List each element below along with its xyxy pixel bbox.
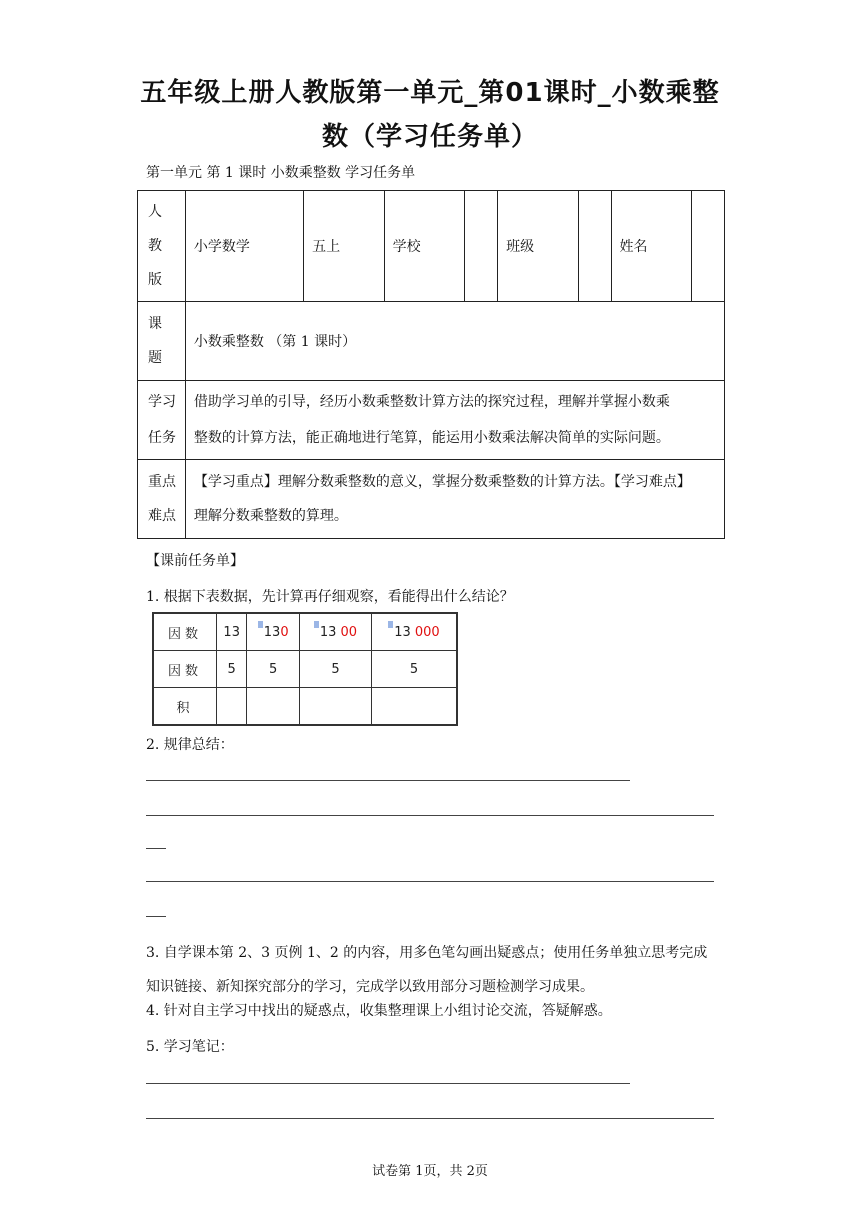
factor2-cell: 5 [217,651,247,688]
focus-label: 重点 难点 [138,460,186,539]
page-footer: 试卷第 1页，共 2页 [372,1164,488,1179]
factor2-cell: 5 [300,651,372,688]
topic-value: 小数乘整数 （第 1 课时） [185,302,724,381]
task-label: 学习 任务 [138,381,186,460]
notes-line [146,1083,630,1084]
factor1-cell: 13 000 [371,613,457,651]
factor2-cell: 5 [371,651,457,688]
row-label-factor1: 因数 [153,613,217,651]
factor2-cell: 5 [247,651,300,688]
factor-table [152,612,458,726]
document-title-line2: 数（学习任务单） [321,122,538,152]
factor1-cell: 13 [217,613,247,651]
class-label: 班级 [498,191,579,302]
answer-line [146,815,714,816]
question-4: 4. 针对自主学习中找出的疑惑点，收集整理课上小组讨论交流，答疑解惑。 [146,1003,612,1019]
notes-line [146,1118,714,1119]
name-label: 姓名 [611,191,692,302]
row-label-factor2: 因数 [153,651,217,688]
school-value [465,191,498,302]
task-value: 借助学习单的引导，经历小数乘整数计算方法的探究过程，理解并掌握小数乘 整数的计算方法，能正确地进行笔算，能运用小数乘法解决简单的实际问题。 [185,381,724,460]
answer-line [146,881,714,882]
product-cell [371,688,457,726]
factor1-cell: 13 00 [300,613,372,651]
product-cell [300,688,372,726]
publisher-cell: 人 教 版 [138,191,186,302]
class-value [578,191,611,302]
focus-value: 【学习重点】理解分数乘整数的意义，掌握分数乘整数的计算方法。【学习难点】 理解分数乘整数的算理。 [185,460,724,539]
info-table [137,190,725,539]
question-5: 5. 学习笔记： [146,1039,234,1055]
question-1: 1. 根据下表数据，先计算再仔细观察，看能得出什么结论？ [146,589,514,605]
school-label: 学校 [384,191,465,302]
product-cell [217,688,247,726]
document-title-line1: 五年级上册人教版第一单元_第01课时_小数乘整 [140,78,720,108]
grade-cell: 五上 [304,191,385,302]
answer-line [146,916,166,917]
answer-line [146,848,166,849]
question-2: 2. 规律总结： [146,737,234,753]
document-subtitle: 第一单元 第 1 课时 小数乘整数 学习任务单 [146,165,416,181]
answer-line [146,780,630,781]
product-cell [247,688,300,726]
subject-cell: 小学数学 [185,191,303,302]
factor1-cell: 130 [247,613,300,651]
name-value [692,191,725,302]
question-3: 3. 自学课本第 2、3 页例 1、2 的内容，用多色笔勾画出疑惑点；使用任务单独立思考完成知识链接、新知探究部分的学习，完成学以致用部分习题检测学习成果。 [146,945,708,995]
topic-label: 课 题 [138,302,186,381]
row-label-product: 积 [153,688,217,726]
section-title: 【课前任务单】 [146,553,244,569]
